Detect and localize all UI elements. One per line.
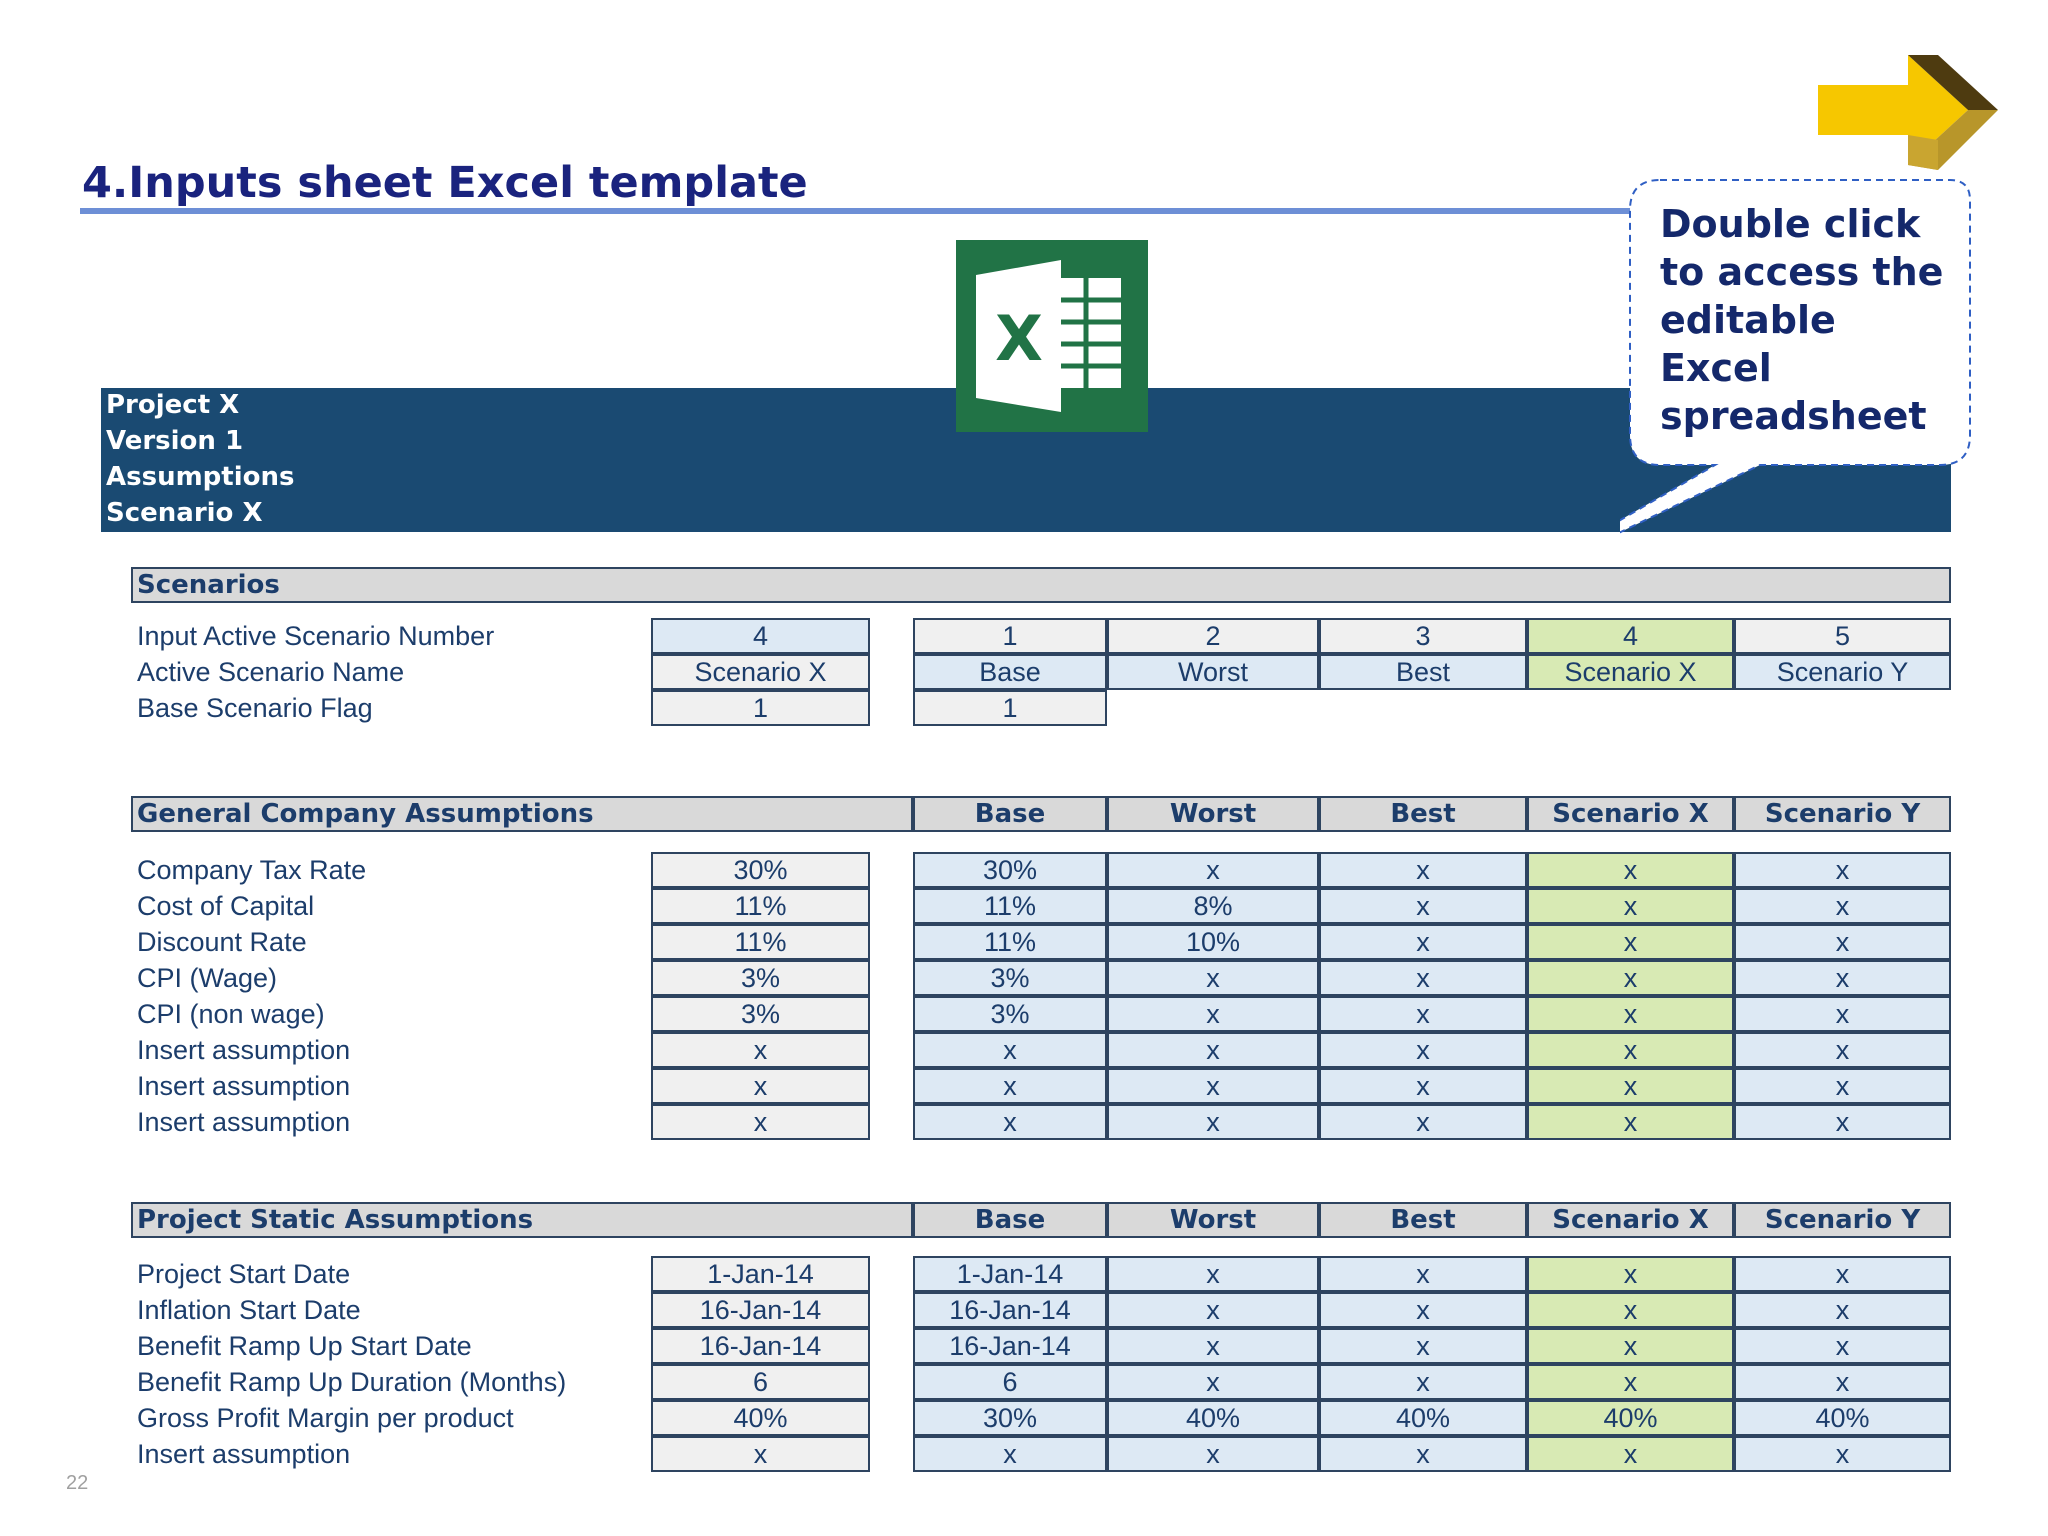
callout-text <box>1660 200 1960 440</box>
row-label: CPI (Wage) <box>137 963 278 993</box>
active-value-cell[interactable]: 11% <box>651 924 870 960</box>
scenario-value-cell[interactable]: x <box>1527 1104 1734 1140</box>
scenario-value-cell[interactable]: 6 <box>913 1364 1107 1400</box>
scenario-value-cell[interactable]: 10% <box>1107 924 1319 960</box>
row-label: CPI (non wage) <box>137 999 325 1029</box>
row-label: Discount Rate <box>137 927 307 957</box>
scenario-value-cell[interactable]: x <box>1319 960 1527 996</box>
row-label: Inflation Start Date <box>137 1295 361 1325</box>
column-header: Base <box>913 796 1107 832</box>
scenario-value-cell[interactable]: 8% <box>1107 888 1319 924</box>
row-label: Insert assumption <box>137 1439 351 1469</box>
scenario-value-cell[interactable]: x <box>1734 1436 1951 1472</box>
column-header: Scenario Y <box>1734 1202 1951 1238</box>
active-scenario-name-cell[interactable]: Scenario X <box>651 654 870 690</box>
scenario-value-cell[interactable]: x <box>1527 960 1734 996</box>
scenario-value-cell[interactable]: x <box>1319 996 1527 1032</box>
static-header: Project Static Assumptions <box>137 1205 534 1235</box>
scenario-value-cell[interactable]: x <box>1319 1292 1527 1328</box>
header-version: Version 1 <box>106 426 244 456</box>
scenario-value-cell[interactable]: x <box>1734 1328 1951 1364</box>
row-label: Input Active Scenario Number <box>137 621 495 651</box>
column-header: Base <box>913 1202 1107 1238</box>
scenario-value-cell[interactable]: x <box>1319 1068 1527 1104</box>
scenario-value-cell[interactable]: x <box>1107 852 1319 888</box>
scenario-value-cell[interactable]: x <box>1319 888 1527 924</box>
scenario-value-cell[interactable]: x <box>1107 1328 1319 1364</box>
row-label: Cost of Capital <box>137 891 315 921</box>
base-scenario-flag-value[interactable]: 1 <box>913 690 1107 726</box>
scenario-value-cell[interactable]: x <box>1319 1256 1527 1292</box>
scenario-value-cell[interactable]: x <box>1319 1364 1527 1400</box>
scenario-value-cell[interactable]: x <box>1734 1256 1951 1292</box>
page-number: 22 <box>66 1472 89 1494</box>
scenario-value-cell[interactable]: x <box>1319 1436 1527 1472</box>
scenario-value-cell[interactable]: 3% <box>913 996 1107 1032</box>
scenario-number-cell[interactable]: 5 <box>1734 618 1951 654</box>
scenario-name-cell[interactable]: Best <box>1319 654 1527 690</box>
scenario-value-cell[interactable]: x <box>913 1104 1107 1140</box>
scenario-name-cell[interactable]: Worst <box>1107 654 1319 690</box>
scenario-value-cell[interactable]: 16-Jan-14 <box>913 1328 1107 1364</box>
scenario-value-cell[interactable]: x <box>1319 924 1527 960</box>
scenario-value-cell[interactable]: x <box>1527 924 1734 960</box>
header-scenario: Scenario X <box>106 498 263 528</box>
scenario-value-cell[interactable]: x <box>1734 1032 1951 1068</box>
active-value-cell[interactable]: 6 <box>651 1364 870 1400</box>
scenario-value-cell[interactable]: x <box>1107 960 1319 996</box>
active-value-cell[interactable]: x <box>651 1104 870 1140</box>
scenario-value-cell[interactable]: x <box>1527 1364 1734 1400</box>
column-header: Worst <box>1107 1202 1319 1238</box>
scenario-value-cell[interactable]: x <box>1107 1364 1319 1400</box>
scenario-value-cell[interactable]: x <box>1107 1104 1319 1140</box>
scenario-value-cell[interactable]: x <box>1527 1068 1734 1104</box>
active-value-cell[interactable]: 16-Jan-14 <box>651 1328 870 1364</box>
scenario-value-cell[interactable]: x <box>1734 1104 1951 1140</box>
scenario-value-cell[interactable]: x <box>1107 1068 1319 1104</box>
header-assumptions: Assumptions <box>106 462 295 492</box>
svg-text:X: X <box>995 302 1043 375</box>
scenario-value-cell[interactable]: x <box>1107 1436 1319 1472</box>
column-header: Worst <box>1107 796 1319 832</box>
scenario-value-cell[interactable]: x <box>1107 996 1319 1032</box>
scenarios-header: Scenarios <box>137 570 280 600</box>
scenario-value-cell[interactable]: x <box>1107 1256 1319 1292</box>
column-header: Best <box>1319 796 1527 832</box>
scenario-value-cell[interactable]: x <box>1527 1436 1734 1472</box>
active-value-cell[interactable]: 16-Jan-14 <box>651 1292 870 1328</box>
scenario-number-cell[interactable]: 3 <box>1319 618 1527 654</box>
active-value-cell[interactable]: x <box>651 1436 870 1472</box>
row-label: Active Scenario Name <box>137 657 405 687</box>
scenario-value-cell[interactable]: x <box>1527 1032 1734 1068</box>
scenario-value-cell[interactable]: x <box>1527 1292 1734 1328</box>
scenario-name-cell[interactable]: Scenario Y <box>1734 654 1951 690</box>
row-label: Company Tax Rate <box>137 855 367 885</box>
scenario-value-cell[interactable]: 11% <box>913 924 1107 960</box>
scenario-value-cell[interactable]: x <box>1319 1328 1527 1364</box>
column-header: Scenario Y <box>1734 796 1951 832</box>
scenario-value-cell[interactable]: 16-Jan-14 <box>913 1292 1107 1328</box>
active-value-cell[interactable]: 3% <box>651 960 870 996</box>
scenario-value-cell[interactable]: x <box>1734 1068 1951 1104</box>
row-label: Benefit Ramp Up Duration (Months) <box>137 1367 567 1397</box>
callout-line: spreadsheet <box>1660 394 1927 438</box>
scenario-name-cell[interactable]: Base <box>913 654 1107 690</box>
scenario-value-cell[interactable]: 40% <box>1734 1400 1951 1436</box>
scenario-value-cell[interactable]: x <box>1734 1364 1951 1400</box>
row-label: Insert assumption <box>137 1071 351 1101</box>
general-header: General Company Assumptions <box>137 799 594 829</box>
scenario-value-cell[interactable]: x <box>1319 852 1527 888</box>
active-value-cell[interactable]: 30% <box>651 852 870 888</box>
scenario-value-cell[interactable]: x <box>1527 888 1734 924</box>
scenario-name-cell[interactable]: Scenario X <box>1527 654 1734 690</box>
active-value-cell[interactable]: x <box>651 1032 870 1068</box>
scenario-value-cell[interactable]: x <box>1734 1292 1951 1328</box>
callout-line: editable <box>1660 298 1836 342</box>
scenario-value-cell[interactable]: x <box>1527 852 1734 888</box>
active-scenario-number-input[interactable]: 4 <box>651 618 870 654</box>
scenario-value-cell[interactable]: 40% <box>1319 1400 1527 1436</box>
scenario-value-cell[interactable]: 40% <box>1527 1400 1734 1436</box>
scenario-value-cell[interactable]: x <box>1734 924 1951 960</box>
scenario-value-cell[interactable]: 30% <box>913 852 1107 888</box>
scenario-value-cell[interactable]: 30% <box>913 1400 1107 1436</box>
scenario-value-cell[interactable]: 1-Jan-14 <box>913 1256 1107 1292</box>
scenario-value-cell[interactable]: x <box>1319 1104 1527 1140</box>
header-project: Project X <box>106 390 240 420</box>
scenario-value-cell[interactable]: x <box>1527 1328 1734 1364</box>
scenario-value-cell[interactable]: x <box>1734 852 1951 888</box>
page-title: 4.Inputs sheet Excel template <box>82 158 808 208</box>
scenario-value-cell[interactable]: x <box>1319 1032 1527 1068</box>
active-value-cell[interactable]: x <box>651 1068 870 1104</box>
scenario-value-cell[interactable]: x <box>1527 1256 1734 1292</box>
scenarios-header-bar <box>131 567 1951 603</box>
column-header: Scenario X <box>1527 1202 1734 1238</box>
scenario-value-cell[interactable]: x <box>1734 888 1951 924</box>
callout-line: Excel <box>1660 346 1772 390</box>
row-label: Benefit Ramp Up Start Date <box>137 1331 472 1361</box>
active-value-cell[interactable]: 3% <box>651 996 870 1032</box>
scenario-value-cell[interactable]: 40% <box>1107 1400 1319 1436</box>
scenario-value-cell[interactable]: x <box>913 1032 1107 1068</box>
scenario-value-cell[interactable]: 11% <box>913 888 1107 924</box>
active-value-cell[interactable]: 40% <box>651 1400 870 1436</box>
row-label: Project Start Date <box>137 1259 351 1289</box>
scenario-value-cell[interactable]: x <box>1734 960 1951 996</box>
scenario-value-cell[interactable]: x <box>1107 1292 1319 1328</box>
scenario-value-cell[interactable]: x <box>913 1068 1107 1104</box>
excel-icon[interactable] <box>956 240 1148 432</box>
row-label: Insert assumption <box>137 1107 351 1137</box>
scenario-value-cell[interactable]: x <box>1107 1032 1319 1068</box>
scenario-number-cell[interactable]: 4 <box>1527 618 1734 654</box>
scenario-value-cell[interactable]: x <box>913 1436 1107 1472</box>
scenario-value-cell[interactable]: x <box>1734 996 1951 1032</box>
next-arrow-icon[interactable] <box>1818 55 1998 175</box>
row-label: Base Scenario Flag <box>137 693 373 723</box>
column-header: Best <box>1319 1202 1527 1238</box>
scenario-value-cell[interactable]: x <box>1527 996 1734 1032</box>
active-value-cell[interactable]: 11% <box>651 888 870 924</box>
scenario-number-cell[interactable]: 1 <box>913 618 1107 654</box>
scenario-value-cell[interactable]: 3% <box>913 960 1107 996</box>
callout-line: Double click <box>1660 202 1921 246</box>
row-label: Gross Profit Margin per product <box>137 1403 514 1433</box>
column-header: Scenario X <box>1527 796 1734 832</box>
callout-line: to access the <box>1660 250 1944 294</box>
scenario-number-cell[interactable]: 2 <box>1107 618 1319 654</box>
row-label: Insert assumption <box>137 1035 351 1065</box>
base-scenario-flag-cell[interactable]: 1 <box>651 690 870 726</box>
active-value-cell[interactable]: 1-Jan-14 <box>651 1256 870 1292</box>
